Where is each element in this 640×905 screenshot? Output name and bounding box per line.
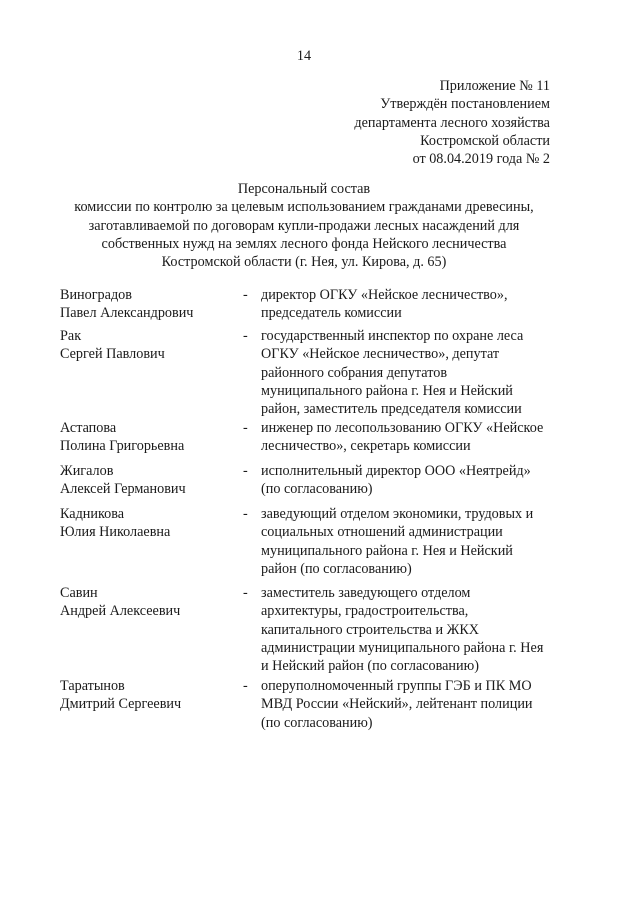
member-surname: Рак bbox=[60, 328, 82, 344]
approval-stamp bbox=[354, 77, 550, 168]
role-line: МВД России «Нейский», лейтенант полиции bbox=[261, 696, 533, 713]
member-given-names: Андрей Алексеевич bbox=[60, 603, 181, 620]
member-given-names: Сергей Павлович bbox=[60, 346, 165, 363]
role-line: инженер по лесопользованию ОГКУ «Нейское bbox=[261, 420, 544, 436]
document-title bbox=[0, 180, 608, 271]
member-given-names: Юлия Николаевна bbox=[60, 524, 171, 541]
role-line: (по согласованию) bbox=[261, 481, 373, 498]
title-line: Персональный состав bbox=[237, 181, 371, 197]
member-role bbox=[261, 462, 561, 499]
title-line: комиссии по контролю за целевым использованием гражданами древесины, bbox=[74, 199, 534, 216]
role-line: социальных отношений администрации bbox=[261, 524, 503, 541]
role-line: район, заместитель председателя комиссии bbox=[261, 401, 522, 418]
role-line: и Нейский район (по согласованию) bbox=[261, 658, 479, 675]
member-dash: - bbox=[243, 678, 248, 694]
member-given-names: Дмитрий Сергеевич bbox=[60, 696, 182, 713]
member-name bbox=[60, 327, 240, 364]
member-surname: Жигалов bbox=[60, 463, 114, 479]
role-line: муниципального района г. Нея и Нейский bbox=[261, 542, 513, 559]
role-line: исполнительный директор ООО «Неятрейд» bbox=[261, 463, 531, 479]
member-given-names: Павел Александрович bbox=[60, 305, 194, 322]
member-surname: Кадникова bbox=[60, 506, 125, 522]
member-given-names: Алексей Германович bbox=[60, 481, 186, 498]
member-surname: Астапова bbox=[60, 420, 117, 436]
member-role bbox=[261, 677, 561, 732]
department-line: департамента лесного хозяйства bbox=[354, 114, 550, 131]
approved-by-line: Утверждён постановлением bbox=[380, 96, 550, 113]
region-line: Костромской области bbox=[420, 132, 550, 149]
role-line: государственный инспектор по охране леса bbox=[261, 328, 524, 344]
appendix-label: Приложение № 11 bbox=[439, 78, 550, 94]
role-line: архитектуры, градостроительства, bbox=[261, 603, 469, 620]
member-dash: - bbox=[243, 287, 248, 303]
member-role bbox=[261, 327, 561, 418]
member-surname: Виноградов bbox=[60, 287, 132, 303]
title-line: заготавливаемой по договорам купли-продажи лесных насаждений для bbox=[88, 217, 520, 234]
member-surname: Савин bbox=[60, 585, 98, 601]
role-line: заместитель заведующего отделом bbox=[261, 585, 471, 601]
member-name bbox=[60, 505, 240, 542]
member-role bbox=[261, 505, 561, 578]
role-line: муниципального района г. Нея и Нейский bbox=[261, 382, 513, 399]
role-line: заведующий отделом экономики, трудовых и bbox=[261, 506, 534, 522]
member-dash: - bbox=[243, 328, 248, 344]
title-line: Костромской области (г. Нея, ул. Кирова, д. 65) bbox=[161, 254, 447, 271]
page-number: 14 bbox=[296, 48, 312, 64]
member-name bbox=[60, 286, 240, 323]
role-line: администрации муниципального района г. Нея bbox=[261, 639, 544, 656]
approval-date-line: от 08.04.2019 года № 2 bbox=[412, 151, 550, 168]
member-name bbox=[60, 677, 240, 714]
member-name bbox=[60, 584, 240, 621]
member-role bbox=[261, 419, 561, 456]
member-name bbox=[60, 419, 240, 456]
member-dash: - bbox=[243, 420, 248, 436]
member-role bbox=[261, 286, 561, 323]
role-line: район (по согласованию) bbox=[261, 560, 412, 577]
member-role bbox=[261, 584, 561, 675]
member-dash: - bbox=[243, 463, 248, 479]
role-line: районного собрания депутатов bbox=[261, 364, 448, 381]
role-line: ОГКУ «Нейское лесничество», депутат bbox=[261, 346, 500, 363]
member-name bbox=[60, 462, 240, 499]
role-line: председатель комиссии bbox=[261, 305, 402, 322]
role-line: директор ОГКУ «Нейское лесничество», bbox=[261, 287, 508, 303]
member-dash: - bbox=[243, 585, 248, 601]
role-line: (по согласованию) bbox=[261, 714, 373, 731]
title-line: собственных нужд на землях лесного фонда Нейского лесничества bbox=[101, 235, 507, 252]
member-dash: - bbox=[243, 506, 248, 522]
role-line: капитального строительства и ЖКХ bbox=[261, 621, 480, 638]
member-given-names: Полина Григорьевна bbox=[60, 438, 185, 455]
role-line: лесничество», секретарь комиссии bbox=[261, 438, 471, 455]
member-surname: Таратынов bbox=[60, 678, 125, 694]
role-line: оперуполномоченный группы ГЭБ и ПК МО bbox=[261, 678, 532, 694]
